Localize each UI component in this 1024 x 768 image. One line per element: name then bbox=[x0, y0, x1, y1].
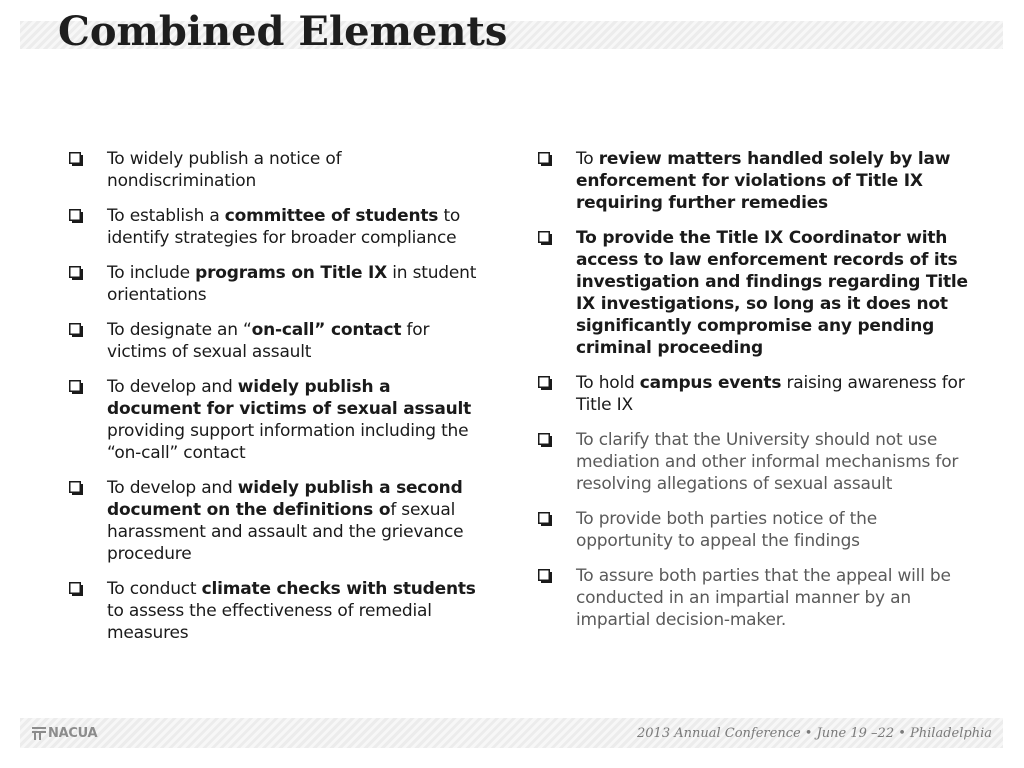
checkbox-icon bbox=[69, 481, 83, 495]
bullet-text-bold: widely publish a second document on the definitions o bbox=[107, 478, 463, 520]
bullet-item bbox=[66, 578, 486, 644]
checkbox-icon bbox=[538, 231, 552, 245]
bullet-text-bold: widely publish a document for victims of sexual assault bbox=[107, 377, 472, 419]
checkbox-icon bbox=[69, 582, 83, 596]
slide-title: Combined Elements bbox=[58, 8, 508, 55]
bullet-text-run: To conduct bbox=[107, 579, 202, 599]
checkbox-icon bbox=[69, 209, 83, 223]
bullet-text-run: f sexual harassment and assault and the grievance procedure bbox=[107, 500, 464, 564]
bullet-text-run: To provide both parties notice of the opportunity to appeal the findings bbox=[576, 509, 877, 551]
bullet-text-bold: committee of students bbox=[224, 206, 439, 226]
bullet-text-run: To clarify that the University should not use mediation and other informal mechanisms for resolving allegations of sexual assault bbox=[576, 430, 959, 494]
checkbox-icon bbox=[538, 512, 552, 526]
bullet-item bbox=[535, 565, 975, 631]
bullet-text-run: to assess the effectiveness of remedial measures bbox=[107, 601, 432, 643]
bullet-text-bold: climate checks with students bbox=[201, 579, 476, 599]
bullet-text bbox=[576, 149, 950, 213]
bullet-text bbox=[107, 206, 460, 248]
bullet-text bbox=[576, 566, 951, 630]
bullet-text-run: for victims of sexual assault bbox=[107, 320, 430, 362]
bullet-text-run: providing support information including the “on-call” contact bbox=[107, 421, 469, 463]
bullet-text-run: To bbox=[576, 149, 599, 169]
bullet-text bbox=[576, 509, 877, 551]
bullet-text-run: To hold bbox=[576, 373, 640, 393]
bullet-text-run: raising awareness for Title IX bbox=[576, 373, 965, 415]
bullet-item bbox=[535, 508, 975, 552]
bullet-item bbox=[66, 376, 486, 464]
bullet-text bbox=[107, 263, 476, 305]
bullet-text-run: To designate an “ bbox=[107, 320, 252, 340]
bullet-text-run: To widely publish a notice of nondiscrimination bbox=[107, 149, 342, 191]
bullet-item bbox=[66, 262, 486, 306]
logo-text: NACUA bbox=[48, 725, 98, 741]
bullet-item bbox=[66, 477, 486, 565]
bullet-text bbox=[107, 320, 429, 362]
bullet-item bbox=[535, 429, 975, 495]
right-column bbox=[535, 148, 975, 644]
bullet-text bbox=[576, 430, 958, 494]
nacua-logo-icon bbox=[32, 726, 46, 740]
checkbox-icon bbox=[69, 152, 83, 166]
bullet-text-bold: on-call” contact bbox=[251, 320, 402, 340]
checkbox-icon bbox=[69, 266, 83, 280]
conference-footer-text: 2013 Annual Conference • June 19 –22 • Philadelphia bbox=[637, 726, 992, 741]
bullet-text bbox=[107, 579, 476, 643]
left-column bbox=[66, 148, 486, 657]
checkbox-icon bbox=[538, 376, 552, 390]
bullet-text-run: To include bbox=[107, 263, 196, 283]
bullet-text bbox=[576, 373, 965, 415]
nacua-logo bbox=[32, 725, 97, 741]
bullet-text-bold: review matters handled solely by law enforcement for violations of Title IX requiring further remedies bbox=[576, 149, 951, 213]
checkbox-icon bbox=[538, 433, 552, 447]
bullet-item bbox=[535, 148, 975, 214]
bullet-item bbox=[66, 148, 486, 192]
checkbox-icon bbox=[538, 152, 552, 166]
bullet-item bbox=[66, 205, 486, 249]
checkbox-icon bbox=[69, 323, 83, 337]
bullet-text-bold: campus events bbox=[639, 373, 782, 393]
bullet-text-run: To establish a bbox=[107, 206, 225, 226]
left-bullet-list bbox=[66, 148, 486, 644]
right-bullet-list bbox=[535, 148, 975, 631]
bullet-text bbox=[107, 377, 471, 463]
checkbox-icon bbox=[538, 569, 552, 583]
bullet-text-run: To develop and bbox=[107, 377, 238, 397]
bullet-text-run: To develop and bbox=[107, 478, 238, 498]
bullet-item bbox=[535, 372, 975, 416]
bullet-text-run: to identify strategies for broader compliance bbox=[107, 206, 461, 248]
bullet-text-run: in student orientations bbox=[107, 263, 477, 305]
bullet-text bbox=[107, 149, 341, 191]
bullet-text bbox=[576, 228, 968, 358]
bullet-text-run: To assure both parties that the appeal will be conducted in an impartial manner by an impartial decision-maker. bbox=[576, 566, 951, 630]
bullet-text-bold: programs on Title IX bbox=[195, 263, 388, 283]
bullet-text bbox=[107, 478, 463, 564]
bullet-text-bold: To provide the Title IX Coordinator with access to law enforcement records of its investigation and findings regarding Title IX investigations, so long as it does not significantly compromise any pending criminal proceeding bbox=[576, 228, 968, 358]
bullet-item bbox=[66, 319, 486, 363]
checkbox-icon bbox=[69, 380, 83, 394]
bullet-item bbox=[535, 227, 975, 359]
